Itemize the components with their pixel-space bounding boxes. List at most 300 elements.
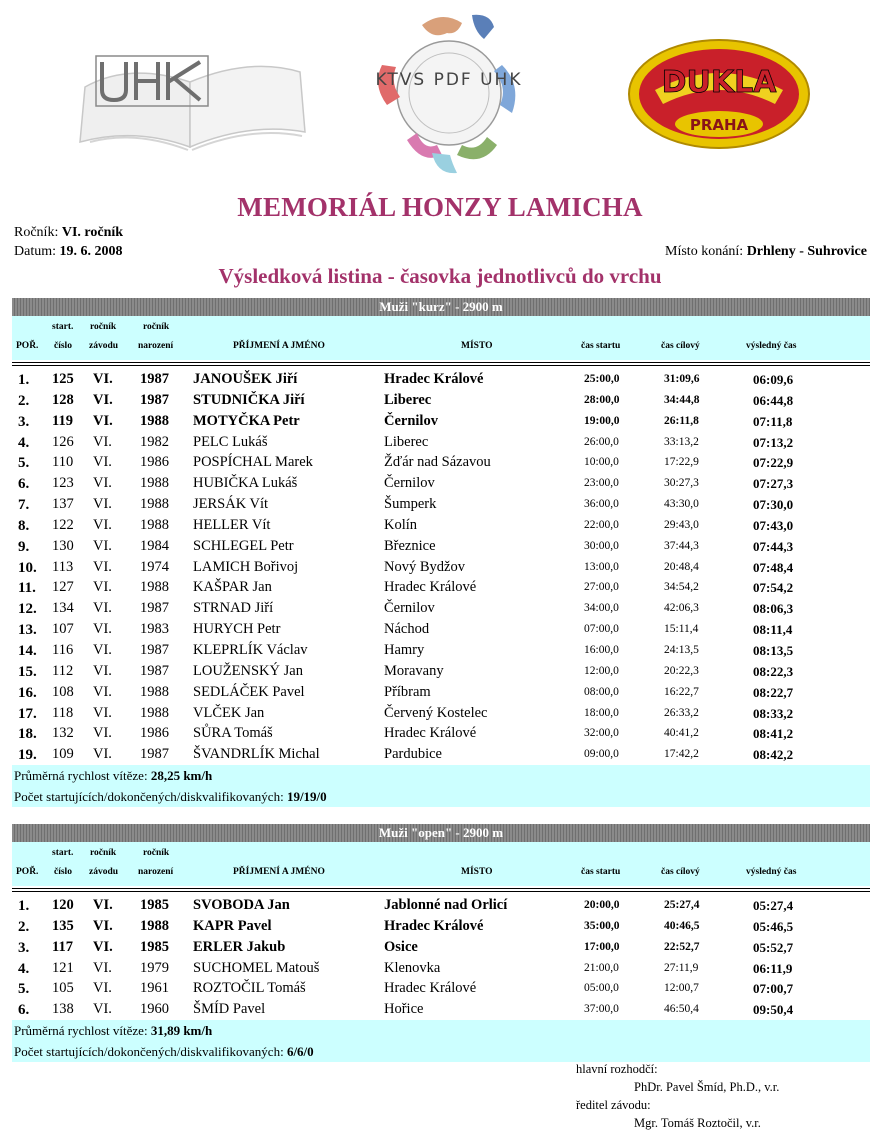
results-rows [12, 366, 870, 765]
director-label: ředitel závodu: [576, 1098, 651, 1112]
start-number-cell: 122 [52, 516, 74, 533]
datum-value: 19. 6. 2008 [59, 244, 123, 259]
birth-year-cell: 1983 [140, 621, 169, 638]
rank-cell: 6. [18, 1002, 30, 1019]
name-cell: PELC Lukáš [193, 433, 268, 450]
result-time-cell: 07:44,3 [753, 538, 794, 554]
start-time-cell: 28:00,0 [584, 393, 620, 406]
start-time-cell: 09:00,0 [584, 748, 619, 761]
rank-cell: 16. [18, 684, 37, 701]
birth-year-cell: 1961 [140, 980, 169, 997]
start-number-cell: 108 [52, 683, 74, 700]
place-cell: Černilov [384, 600, 435, 617]
place-cell: Hamry [384, 641, 425, 658]
finish-time-cell: 33:13,2 [664, 435, 699, 448]
logo-strip [0, 0, 880, 185]
datum-label: Datum: [14, 244, 56, 259]
winner-speed-value: 28,25 km/h [150, 768, 213, 784]
section-stats [12, 1020, 870, 1062]
table-row [12, 536, 870, 557]
finish-time-cell: 46:50,4 [664, 1003, 699, 1016]
place-cell: Hradec Králové [384, 980, 477, 997]
header-rocnik-bottom: závodu [89, 867, 119, 877]
results-rows [12, 892, 870, 1020]
table-row [12, 557, 870, 578]
race-year-cell: VI. [93, 433, 112, 450]
place-cell: Červený Kostelec [384, 704, 488, 721]
table-row [12, 515, 870, 536]
table-row [12, 744, 870, 765]
place-cell: Moravany [384, 662, 444, 679]
header-por: POŘ. [16, 867, 39, 877]
header-rocnik-top: ročník [90, 322, 117, 332]
race-year-cell: VI. [93, 412, 113, 429]
start-number-cell: 126 [52, 433, 74, 450]
name-cell: KAŠPAR Jan [193, 579, 272, 596]
start-number-cell: 110 [52, 454, 74, 471]
start-number-cell: 137 [52, 496, 74, 513]
rank-cell: 10. [18, 559, 37, 576]
meta-misto [665, 244, 867, 260]
name-cell: KLEPRLÍK Václav [193, 641, 308, 658]
table-row [12, 390, 870, 411]
place-cell: Hradec Králové [384, 579, 477, 596]
ktvs-logo-text: KTVS PDF UHK [375, 70, 523, 90]
birth-year-cell: 1988 [140, 917, 169, 934]
result-time-cell: 06:44,8 [753, 392, 794, 408]
start-time-cell: 32:00,0 [584, 727, 619, 740]
header-rocnik-top: ročník [90, 848, 117, 858]
header-name: PŘÍJMENÍ A JMÉNO [233, 867, 325, 877]
header-place: MÍSTO [461, 867, 493, 877]
start-number-cell: 107 [52, 621, 74, 638]
start-time-cell: 07:00,0 [584, 623, 619, 636]
place-cell: Hradec Králové [384, 371, 484, 387]
header-vysledny: výsledný čas [746, 867, 797, 877]
winner-speed-value: 31,89 km/h [150, 1023, 213, 1039]
result-time-cell: 08:13,5 [753, 642, 794, 658]
place-cell: Liberec [384, 433, 429, 450]
name-cell: STRNAD Jiří [193, 600, 274, 617]
finish-time-cell: 20:22,3 [664, 664, 699, 677]
start-number-cell: 119 [52, 412, 73, 429]
result-time-cell: 07:43,0 [753, 517, 794, 533]
rank-cell: 3. [18, 939, 30, 956]
result-time-cell: 07:30,0 [753, 497, 794, 513]
birth-year-cell: 1987 [140, 600, 169, 617]
table-row [12, 958, 870, 979]
finish-time-cell: 30:27,3 [664, 477, 699, 490]
start-time-cell: 30:00,0 [584, 539, 619, 552]
page-title: MEMORIÁL HONZY LAMICHA [237, 192, 643, 222]
birth-year-cell: 1987 [140, 641, 169, 658]
start-time-cell: 12:00,0 [584, 664, 619, 677]
start-number-cell: 120 [52, 897, 74, 913]
race-year-cell: VI. [93, 391, 113, 408]
misto-label: Místo konání: [665, 244, 744, 259]
birth-year-cell: 1985 [140, 938, 169, 955]
rocnik-value: VI. ročník [61, 225, 124, 240]
rank-cell: 7. [18, 497, 30, 514]
birth-year-cell: 1988 [140, 496, 169, 513]
result-time-cell: 07:11,8 [753, 413, 793, 429]
place-cell: Šumperk [384, 496, 437, 513]
judge-name: PhDr. Pavel Šmíd, Ph.D., v.r. [634, 1080, 780, 1094]
rank-cell: 3. [18, 413, 30, 430]
participant-count-label: Počet startujících/dokončených/diskvalifikovaných: [14, 1044, 284, 1060]
race-year-cell: VI. [93, 1001, 112, 1018]
place-cell: Klenovka [384, 959, 441, 976]
rank-cell: 18. [18, 726, 37, 743]
section-stats [12, 765, 870, 807]
name-cell: SUCHOMEL Matouš [193, 959, 320, 976]
race-year-cell: VI. [93, 371, 113, 387]
race-year-cell: VI. [93, 641, 112, 658]
start-time-cell: 18:00,0 [584, 706, 619, 719]
finish-time-cell: 26:11,8 [664, 414, 699, 427]
start-time-cell: 16:00,0 [584, 643, 619, 656]
rank-cell: 2. [18, 392, 30, 409]
rank-cell: 1. [18, 372, 30, 388]
header-narozeni-top: ročník [143, 322, 170, 332]
rank-cell: 13. [18, 622, 37, 639]
result-time-cell: 05:27,4 [753, 898, 794, 913]
dukla-praha-logo [625, 38, 813, 150]
header-narozeni-bottom: narození [138, 867, 174, 877]
rank-cell: 2. [18, 918, 30, 935]
rank-cell: 5. [18, 455, 30, 472]
result-time-cell: 08:11,4 [753, 622, 793, 638]
header-place: MÍSTO [461, 341, 493, 351]
winner-speed-label: Průměrná rychlost vítěze: [14, 768, 148, 784]
result-time-cell: 08:22,3 [753, 663, 794, 679]
meta-rocnik [14, 225, 123, 241]
birth-year-cell: 1988 [140, 683, 169, 700]
result-time-cell: 06:09,6 [753, 372, 794, 387]
name-cell: POSPÍCHAL Marek [193, 454, 313, 471]
table-row [12, 937, 870, 958]
header-rocnik-bottom: závodu [89, 341, 119, 351]
place-cell: Hradec Králové [384, 917, 484, 934]
table-row [12, 619, 870, 640]
race-year-cell: VI. [93, 558, 112, 575]
birth-year-cell: 1988 [140, 704, 169, 721]
rank-cell: 19. [18, 747, 37, 764]
start-time-cell: 22:00,0 [584, 518, 619, 531]
name-cell: STUDNIČKA Jiří [193, 391, 305, 408]
race-year-cell: VI. [93, 516, 112, 533]
participant-count [14, 1041, 870, 1062]
uhk-book-logo [70, 42, 310, 152]
participant-count-label: Počet startujících/dokončených/diskvalifikovaných: [14, 789, 284, 805]
start-time-cell: 19:00,0 [584, 414, 620, 427]
race-year-cell: VI. [93, 704, 112, 721]
start-time-cell: 10:00,0 [584, 456, 619, 469]
header-cas-cilovy: čas cílový [661, 341, 700, 351]
start-time-cell: 23:00,0 [584, 477, 619, 490]
start-number-cell: 116 [52, 641, 74, 658]
finish-time-cell: 34:44,8 [664, 393, 700, 406]
start-time-cell: 08:00,0 [584, 685, 619, 698]
winner-speed [14, 1020, 870, 1041]
table-row [12, 723, 870, 744]
table-row [12, 577, 870, 598]
results-section-open [12, 824, 870, 1062]
finish-time-cell: 16:22,7 [664, 685, 699, 698]
rank-cell: 17. [18, 705, 37, 722]
race-year-cell: VI. [93, 897, 113, 913]
header-por: POŘ. [16, 341, 39, 351]
start-number-cell: 118 [52, 704, 74, 721]
start-time-cell: 17:00,0 [584, 940, 620, 953]
name-cell: JERSÁK Vít [193, 496, 269, 513]
table-header [12, 842, 870, 886]
birth-year-cell: 1984 [140, 537, 169, 554]
table-row [12, 432, 870, 453]
header-start-top: start. [52, 322, 74, 332]
birth-year-cell: 1987 [140, 371, 169, 387]
start-number-cell: 123 [52, 475, 74, 492]
start-number-cell: 128 [52, 391, 74, 408]
header-cas-startu: čas startu [581, 341, 621, 351]
start-number-cell: 134 [52, 600, 74, 617]
place-cell: Pardubice [384, 746, 442, 763]
result-time-cell: 09:50,4 [753, 1002, 794, 1018]
race-year-cell: VI. [93, 746, 112, 763]
race-year-cell: VI. [93, 621, 112, 638]
birth-year-cell: 1979 [140, 959, 169, 976]
result-time-cell: 07:13,2 [753, 434, 794, 450]
rank-cell: 14. [18, 642, 37, 659]
finish-time-cell: 43:30,0 [664, 498, 699, 511]
start-number-cell: 113 [52, 558, 74, 575]
name-cell: ŠVANDRLÍK Michal [193, 746, 320, 763]
race-year-cell: VI. [93, 496, 112, 513]
rank-cell: 12. [18, 601, 37, 618]
result-time-cell: 08:22,7 [753, 684, 794, 700]
start-number-cell: 109 [52, 746, 74, 763]
header-name: PŘÍJMENÍ A JMÉNO [233, 341, 325, 351]
finish-time-cell: 42:06,3 [664, 602, 699, 615]
table-row [12, 452, 870, 473]
place-cell: Nový Bydžov [384, 558, 465, 575]
rank-cell: 11. [18, 580, 36, 597]
birth-year-cell: 1974 [140, 558, 169, 575]
start-time-cell: 21:00,0 [584, 961, 619, 974]
name-cell: LOUŽENSKÝ Jan [193, 662, 303, 679]
finish-time-cell: 12:00,7 [664, 982, 699, 995]
table-row [12, 682, 870, 703]
start-time-cell: 13:00,0 [584, 560, 619, 573]
start-number-cell: 130 [52, 537, 74, 554]
start-number-cell: 125 [52, 371, 74, 387]
participant-count [14, 786, 870, 807]
birth-year-cell: 1986 [140, 725, 169, 742]
birth-year-cell: 1988 [140, 412, 169, 429]
result-time-cell: 07:27,3 [753, 476, 794, 492]
rank-cell: 1. [18, 898, 30, 914]
table-row [12, 369, 870, 390]
result-time-cell: 08:06,3 [753, 601, 794, 617]
result-time-cell: 06:11,9 [753, 960, 793, 976]
race-year-cell: VI. [93, 725, 112, 742]
praha-logo-text: PRAHA [689, 116, 749, 134]
start-time-cell: 05:00,0 [584, 982, 619, 995]
name-cell: SVOBODA Jan [193, 897, 290, 913]
place-cell: Liberec [384, 391, 432, 408]
name-cell: HUBIČKA Lukáš [193, 475, 298, 492]
start-time-cell: 37:00,0 [584, 1003, 619, 1016]
section-title-bar: Muži "open" - 2900 m [12, 824, 870, 842]
place-cell: Jablonné nad Orlicí [384, 897, 508, 913]
result-time-cell: 08:42,2 [753, 747, 794, 763]
table-row [12, 916, 870, 937]
start-time-cell: 20:00,0 [584, 899, 620, 911]
race-year-cell: VI. [93, 475, 112, 492]
race-year-cell: VI. [93, 938, 113, 955]
result-time-cell: 05:46,5 [753, 918, 794, 934]
birth-year-cell: 1982 [140, 433, 169, 450]
start-time-cell: 27:00,0 [584, 581, 619, 594]
birth-year-cell: 1987 [140, 391, 169, 408]
name-cell: ROZTOČIL Tomáš [193, 980, 306, 997]
header-narozeni-bottom: narození [138, 341, 174, 351]
finish-time-cell: 26:33,2 [664, 706, 699, 719]
start-time-cell: 26:00,0 [584, 435, 619, 448]
ktvs-pdf-uhk-logo [362, 5, 537, 177]
result-time-cell: 07:48,4 [753, 559, 794, 575]
start-time-cell: 34:00,0 [584, 602, 619, 615]
header-start-top: start. [52, 848, 74, 858]
birth-year-cell: 1960 [140, 1001, 169, 1018]
finish-time-cell: 25:27,4 [664, 899, 700, 911]
director-name: Mgr. Tomáš Roztočil, v.r. [634, 1116, 761, 1130]
name-cell: KAPR Pavel [193, 917, 272, 934]
table-row [12, 598, 870, 619]
start-time-cell: 25:00,0 [584, 373, 620, 385]
start-time-cell: 35:00,0 [584, 919, 620, 932]
rank-cell: 4. [18, 960, 30, 977]
place-cell: Kolín [384, 516, 418, 533]
race-year-cell: VI. [93, 662, 112, 679]
result-time-cell: 05:52,7 [753, 939, 794, 955]
place-cell: Březnice [384, 537, 436, 554]
result-time-cell: 08:41,2 [753, 726, 794, 742]
start-number-cell: 105 [52, 980, 74, 997]
table-row [12, 494, 870, 515]
race-year-cell: VI. [93, 917, 113, 934]
race-year-cell: VI. [93, 454, 112, 471]
race-year-cell: VI. [93, 579, 112, 596]
race-year-cell: VI. [93, 959, 112, 976]
result-time-cell: 07:00,7 [753, 981, 794, 997]
start-number-cell: 138 [52, 1001, 74, 1018]
rank-cell: 4. [18, 434, 30, 451]
start-number-cell: 127 [52, 579, 74, 596]
start-number-cell: 117 [52, 938, 73, 955]
section-title-bar: Muži "kurz" - 2900 m [12, 298, 870, 316]
name-cell: LAMICH Bořivoj [193, 558, 299, 575]
name-cell: HURYCH Petr [193, 621, 281, 638]
finish-time-cell: 31:09,6 [664, 373, 700, 385]
dukla-logo-text: DUKLA [661, 65, 777, 100]
misto-value: Drhleny - Suhrovice [746, 244, 867, 259]
result-time-cell: 07:54,2 [753, 580, 794, 596]
finish-time-cell: 40:46,5 [664, 919, 700, 932]
table-row [12, 999, 870, 1020]
birth-year-cell: 1988 [140, 475, 169, 492]
place-cell: Příbram [384, 683, 431, 700]
name-cell: SEDLÁČEK Pavel [193, 683, 305, 700]
rank-cell: 8. [18, 517, 30, 534]
finish-time-cell: 15:11,4 [664, 623, 699, 636]
start-number-cell: 112 [52, 662, 74, 679]
name-cell: MOTYČKA Petr [193, 412, 300, 429]
birth-year-cell: 1988 [140, 516, 169, 533]
place-cell: Černilov [384, 475, 435, 492]
rank-cell: 15. [18, 663, 37, 680]
finish-time-cell: 17:22,9 [664, 456, 699, 469]
table-row [12, 661, 870, 682]
rank-cell: 6. [18, 476, 30, 493]
race-year-cell: VI. [93, 600, 112, 617]
place-cell: Hradec Králové [384, 725, 477, 742]
birth-year-cell: 1986 [140, 454, 169, 471]
finish-time-cell: 27:11,9 [664, 961, 699, 974]
table-row [12, 640, 870, 661]
table-row [12, 978, 870, 999]
finish-time-cell: 22:52,7 [664, 940, 700, 953]
header-cas-cilovy: čas cílový [661, 867, 700, 877]
place-cell: Žďár nad Sázavou [384, 454, 491, 471]
birth-year-cell: 1985 [140, 897, 169, 913]
birth-year-cell: 1987 [140, 746, 169, 763]
result-time-cell: 07:22,9 [753, 455, 794, 471]
finish-time-cell: 24:13,5 [664, 643, 699, 656]
finish-time-cell: 37:44,3 [664, 539, 699, 552]
judge-label: hlavní rozhodčí: [576, 1062, 658, 1076]
start-time-cell: 36:00,0 [584, 498, 619, 511]
race-year-cell: VI. [93, 980, 112, 997]
name-cell: ŠMÍD Pavel [193, 1001, 266, 1018]
participant-count-value: 6/6/0 [286, 1044, 314, 1060]
meta-datum [14, 244, 123, 260]
start-number-cell: 121 [52, 959, 74, 976]
name-cell: HELLER Vít [193, 516, 271, 533]
birth-year-cell: 1988 [140, 579, 169, 596]
place-cell: Hořice [384, 1001, 424, 1018]
results-section-kurz [12, 298, 870, 807]
start-number-cell: 132 [52, 725, 74, 742]
table-row [12, 473, 870, 494]
name-cell: SCHLEGEL Petr [193, 537, 294, 554]
result-time-cell: 08:33,2 [753, 705, 794, 721]
table-header [12, 316, 870, 360]
participant-count-value: 19/19/0 [286, 789, 327, 805]
finish-time-cell: 17:42,2 [664, 748, 699, 761]
rank-cell: 5. [18, 981, 30, 998]
finish-time-cell: 40:41,2 [664, 727, 699, 740]
results-subtitle: Výsledková listina - časovka jednotlivců do vrchu [218, 264, 662, 288]
place-cell: Osice [384, 938, 418, 955]
rocnik-label: Ročník: [14, 225, 59, 240]
table-row [12, 411, 870, 432]
place-cell: Náchod [384, 621, 430, 638]
birth-year-cell: 1987 [140, 662, 169, 679]
winner-speed [14, 765, 870, 786]
header-narozeni-top: ročník [143, 848, 170, 858]
place-cell: Černilov [384, 412, 438, 429]
